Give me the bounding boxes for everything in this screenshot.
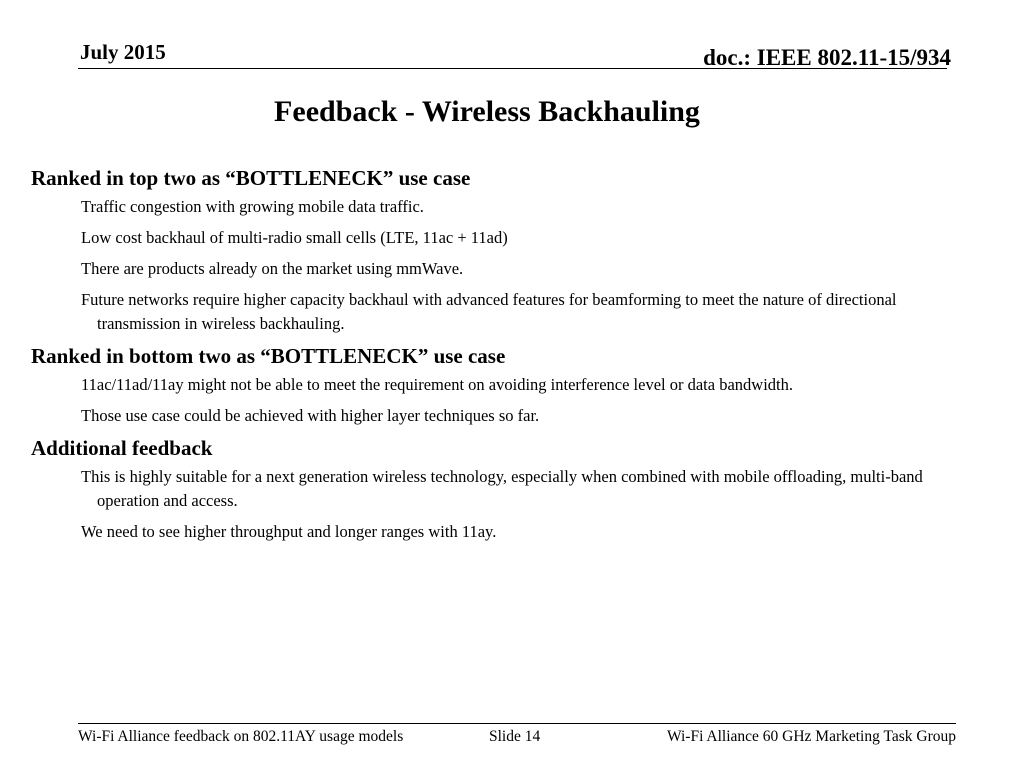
section-bottom-ranked xyxy=(31,343,971,428)
header-divider xyxy=(78,68,947,69)
footer-left-text: Wi-Fi Alliance feedback on 802.11AY usage models xyxy=(78,728,404,745)
slide-title: Feedback - Wireless Backhauling xyxy=(274,95,700,128)
header-doc-number: doc.: IEEE 802.11-15/934 xyxy=(703,45,951,70)
section-heading: Additional feedback xyxy=(31,436,213,460)
section-heading: Ranked in top two as “BOTTLENECK” use case xyxy=(31,166,471,190)
bullet-item: We need to see higher throughput and longer ranges with 11ay. xyxy=(81,522,497,541)
section-top-ranked xyxy=(31,165,971,336)
section-additional-feedback xyxy=(31,435,971,544)
bullet-item: 11ac/11ad/11ay might not be able to meet the requirement on avoiding interference level or data bandwidth. xyxy=(81,375,793,394)
bullet-item: Those use case could be achieved with higher layer techniques so far. xyxy=(81,406,540,425)
bullet-item: There are products already on the market using mmWave. xyxy=(81,259,464,278)
footer-right-text: Wi-Fi Alliance 60 GHz Marketing Task Group xyxy=(666,728,956,745)
bullet-item: Traffic congestion with growing mobile data traffic. xyxy=(81,197,424,216)
bullet-item: Future networks require higher capacity backhaul with advanced features for beamforming to meet the nature of directional transmission in wireless backhauling. xyxy=(81,290,897,333)
slide-number: Slide 14 xyxy=(489,728,541,745)
footer-divider xyxy=(78,723,956,724)
slide-body xyxy=(31,165,971,551)
bullet-item: This is highly suitable for a next generation wireless technology, especially when combined with mobile offloading, multi-band operation and access. xyxy=(81,467,923,510)
section-heading: Ranked in bottom two as “BOTTLENECK” use case xyxy=(31,344,506,368)
header-date: July 2015 xyxy=(80,40,166,64)
bullet-item: Low cost backhaul of multi-radio small cells (LTE, 11ac + 11ad) xyxy=(81,228,508,247)
